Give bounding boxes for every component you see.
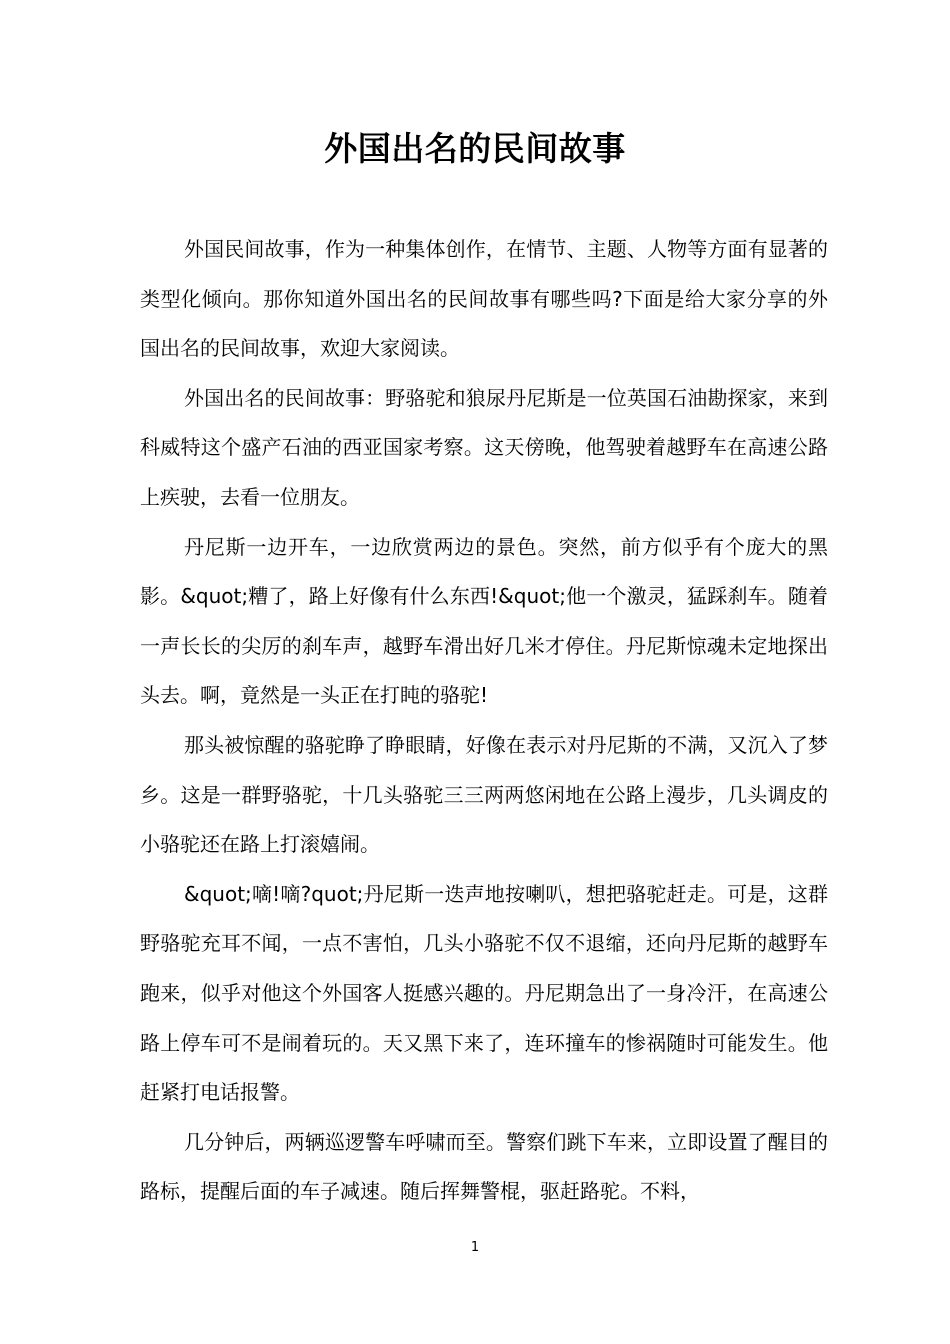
paragraph-3: 丹尼斯一边开车，一边欣赏两边的景色。突然，前方似乎有个庞大的黑影。&quot;糟了，路上好像有什么东西!&quot;他一个激灵，猛踩刹车。随着一声长长的尖厉的刹车声，越野车滑出好几米才停住。丹尼斯惊魂未定地探出头去。啊，竟然是一头正在打盹的骆驼! (140, 534, 828, 708)
page-number: 1 (470, 1240, 480, 1255)
paragraph-6: 几分钟后，两辆巡逻警车呼啸而至。警察们跳下车来，立即设置了醒目的路标，提醒后面的车子减速。随后挥舞警棍，驱赶路驼。不料， (140, 1129, 828, 1204)
paragraph-5: &quot;嘀!嘀?quot;丹尼斯一迭声地按喇叭，想把骆驼赶走。可是，这群野骆驼充耳不闻，一点不害怕，几头小骆驼不仅不退缩，还向丹尼斯的越野车跑来，似乎对他这个外国客人挺感兴趣的。丹尼期急出了一身冷汗，在高速公路上停车可不是闹着玩的。天又黑下来了，连环撞车的惨祸随时可能发生。他赶紧打电话报警。 (140, 881, 828, 1105)
document-title: 外国出名的民间故事 (324, 129, 626, 169)
paragraph-1: 外国民间故事，作为一种集体创作，在情节、主题、人物等方面有显著的类型化倾向。那你知道外国出名的民间故事有哪些吗?下面是给大家分享的外国出名的民间故事，欢迎大家阅读。 (140, 237, 828, 361)
paragraph-2: 外国出名的民间故事：野骆驼和狼尿丹尼斯是一位英国石油勘探家，来到科威特这个盛产石油的西亚国家考察。这天傍晚，他驾驶着越野车在高速公路上疾驶，去看一位朋友。 (140, 385, 828, 509)
paragraph-4: 那头被惊醒的骆驼睁了睁眼睛，好像在表示对丹尼斯的不满，又沉入了梦乡。这是一群野骆驼，十几头骆驼三三两两悠闲地在公路上漫步，几头调皮的小骆驼还在路上打滚嬉闹。 (140, 732, 828, 857)
document-body (140, 225, 828, 1217)
